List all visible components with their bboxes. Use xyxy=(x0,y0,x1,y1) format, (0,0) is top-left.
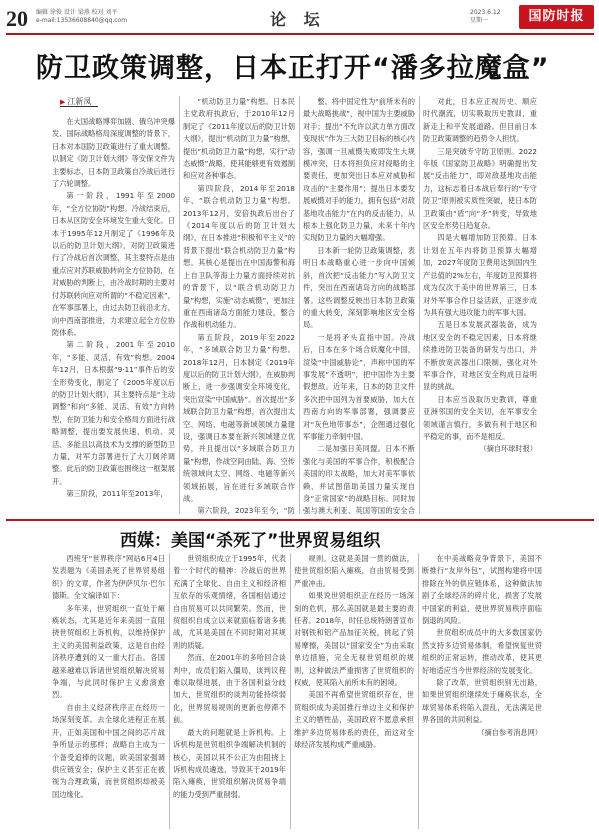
paragraph: 一是将矛头直指中国。冷战后，日本在多个场合妖魔化中国，渲染“中国威胁论”，声称中国的军事发展“不透明”，把中国作为主要假想敌。近年来，日本的防卫文件多次把中国列为首要威胁，加大在西南方向的军事部署，强调要应对“灰色地带事态”，企图通过强化军事能力牵制中国。 xyxy=(303,332,415,441)
paragraph: 除了改革，世贸组织别无出路，如果世贸组织继续处于瘫痪状态，全球贸易体系将陷入混乱，无法满足世界各国的共同利益。 xyxy=(422,678,542,725)
article1-source: （摘自环球时报） xyxy=(479,444,537,454)
article2-headline: 西媒：美国“杀死了”世界贸易组织 xyxy=(120,531,381,551)
paragraph: 第三阶段，2011年至2013年， xyxy=(66,489,168,499)
paragraph: 整。将中国定性为“前所未有的最大战略挑战”，视中国为主要威胁对手；提出“不允许以武力单方面改变现状”作为三大防卫目标的核心内容，强调一旦威慑失败即发生大规模冲突，日本将担负应对侵略的主要责任，更加突出日本应对威胁和攻击的“主要作用”；提出日本要发展威慑对手的能力，拥有包括“对敌基地攻击能力”在内的反击能力，从根本上强化防卫力量，未来十年内实现防卫力量的大幅增强。 xyxy=(303,97,415,243)
paragraph: 西班牙“世界秩序”网站6月4日发表题为《美国杀死了世界贸易组织》的文章，作者为伊萨贝尔·巴尔德斯。全文编译如下： xyxy=(52,554,165,601)
section-title: 论 坛 xyxy=(270,10,326,29)
column-divider xyxy=(299,96,300,514)
article2-column-4 xyxy=(422,553,542,831)
article2-column-2 xyxy=(173,553,286,831)
article1-column-3 xyxy=(303,96,415,516)
column-divider xyxy=(290,553,291,829)
paragraph: 世贸组织成员中的大多数国家仍然支持多边贸易体制，希望恢复世贸组织的正常运转，推动改革，使其更好地适应当今世界经济的发展变化。 xyxy=(422,628,542,675)
author-name: 江新凤 xyxy=(67,97,92,106)
article2-column-1 xyxy=(52,553,165,831)
page-number: 20 xyxy=(6,6,28,31)
article1-column-1 xyxy=(52,116,175,516)
paragraph: 第六阶段，2023年至今，“防 xyxy=(197,506,295,516)
date-line: 2023.6.12 xyxy=(470,9,501,16)
paragraph: 世贸组织成立于1995年，代表着一个时代的精神：冷战后的世界充满了全球化、自由主义和经济相互依存的乐观情绪，各国相信通过自由贸易可以共同繁荣。然而，世贸组织自成立以来就面临着诸多挑战，尤其是美国在不同时期对其规则的质疑。 xyxy=(173,554,286,650)
column-divider xyxy=(418,553,419,829)
page-header xyxy=(0,0,599,36)
editor-line: 编辑 徐俊 设计 梁燕 校对 刘平 xyxy=(36,9,118,16)
paragraph: 五是日本发展武器装备，成为地区安全的不稳定因素，日本将继续推进防卫装备的研发与出口，并不断放宽武器出口限制，强化对外军事合作，对地区安全构成日益明显的挑战。 xyxy=(423,320,537,392)
editor-info xyxy=(36,9,127,25)
article-separator xyxy=(6,519,594,521)
article1-headline: 防卫政策调整，日本正打开“潘多拉魔盒” xyxy=(36,53,550,84)
paragraph: 日本新一轮防卫政策调整，表明日本战略重心进一步向中国倾斜，首次把“反击能力”写入防卫文件，突出在西南诸岛方向的战略部署。这些调整反映出日本防卫政策的重大转变，深刻影响地区安全格局。 xyxy=(303,245,415,330)
email-line: e-mail:13536608840@qq.com xyxy=(36,17,128,24)
paragraph: 如果说世贸组织正在经历一场深刻的危机，那么美国就是最主要的责任者。2018年，时任总统特朗普宣布对钢铁和铝产品加征关税，挑起了贸易摩擦，美国以“国家安全”为由采取单边措施，完全无视世贸组织的规则，这种做法严重损害了世贸组织的权威，使其陷入前所未有的困境。 xyxy=(294,591,414,688)
weekday-line: 星期一 xyxy=(470,17,489,24)
paragraph: 三是突破专守防卫原则。2022年版《国家防卫战略》明确提出发展“反击能力”，即对敌基地攻击能力，这标志着日本战后奉行的“专守防卫”原则被实质性突破，使日本防卫政策由“盾”向“矛”转变，导致地区安全形势日趋复杂。 xyxy=(423,146,537,231)
paragraph: 在中美战略竞争背景下，美国不断推行“友岸外包”，试图构建将中国排除在外的供应链体系，这种做法加剧了全球经济的碎片化，损害了发展中国家的利益，使世界贸易秩序面临倒退的风险。 xyxy=(422,554,542,626)
paragraph: 最大的问题就是上诉机构。上诉机构是世贸组织争端解决机制的核心，美国以其不公正为由阻挠上诉机构成员遴选，导致其于2019年陷入瘫痪，世贸组织解决贸易争端的能力受到严重削弱。 xyxy=(173,727,286,799)
article2-column-3 xyxy=(294,553,414,831)
paragraph: 二是加强日美同盟。日本不断强化与美国的军事合作，积极配合美国的印太战略，加大对美军事依赖，并试图借助美国力量实现自身“正常国家”的战略目标。同时加强与澳大利亚、英国等国的安全合 xyxy=(303,444,415,516)
paragraph: 美国不再希望世贸组织存在，世贸组织成为美国推行单边主义和保护主义的牺牲品，美国政府不愿意承担维护多边贸易体系的责任，而这对全球经济发展构成严重威胁。 xyxy=(294,690,414,750)
column-divider xyxy=(169,553,170,829)
paragraph: 然而，在2001年的多哈回合谈判中，成员们陷入僵局，谈判议程难以取得进展，由于各国利益分歧加大，世贸组织的谈判功能持续弱化，世界贸易规则的更新也停滞不前。 xyxy=(173,653,286,725)
author-underline xyxy=(60,106,98,107)
column-divider xyxy=(419,96,420,514)
paragraph: 自由主义经济秩序正在经历一场深刻变革。去全球化进程正在展开，正如美国和中国之间的芯片战争所显示的那样；战略自主成为一个备受追捧的议题，欧美国家强调供应链安全；保护主义甚至正在被视为合理政策，而世贸组织却被美国边缘化。 xyxy=(52,702,165,799)
paragraph: 规则。这就是美国一贯的做法，使世贸组织陷入瘫痪，自由贸易受到严重冲击。 xyxy=(294,554,414,588)
paragraph: 日本应当汲取历史教训，尊重亚洲邻国的安全关切，在军事安全领域谨言慎行，多做有利于地区和平稳定的事，而不是相反。 xyxy=(423,394,537,441)
article1-column-4 xyxy=(423,96,537,516)
issue-date xyxy=(470,9,501,25)
paragraph: 第五阶段，2019年至2022年，“多域联合防卫力量”构想。2018年12月，日本制定《2019年度以后的防卫计划大纲》，在威胁判断上，进一步强调安全环境变化，突出宣染“中国威胁”。首次提出“多域联合防卫力量”构想，首次提出太空、网络、电磁等新域领域力量建设，强调日本要在新兴领域建立优势，并且提出以“多域联合防卫力量”构想，作战空间由陆、海、空传统领域向太空、网络、电磁等新兴领域拓展，旨在进行多域联合作战。 xyxy=(183,332,295,503)
paragraph: 四是大幅增加防卫预算。日本计划在五年内将防卫预算大幅增加，2027年度防卫费用达到国内生产总值的2%左右，年度防卫预算将成为仅次于美中的世界第三，日本对外军事合作日益活跃，正逐步成为具有强大进攻能力的军事大国。 xyxy=(423,233,537,317)
paragraph: 对此，日本应正视历史、顺应时代潮流，切实吸取历史教训，重新走上和平发展道路。但目前日本防卫政策调整的趋势令人担忧。 xyxy=(423,97,537,144)
paragraph: 多年来，世贸组织一直处于瘫痪状态，尤其是近年来美国一直阻挠世贸组织上诉机构，以维持保护主义的美国利益政策，这是自由经济秩序遭到的又一重大打击。各国越来越难以诉诸世贸组织解决贸易争端，与此同时保护主义愈演愈烈。 xyxy=(52,603,165,700)
column-divider xyxy=(179,96,180,514)
header-rule xyxy=(6,33,594,35)
article2-source: （摘自参考消息网） xyxy=(477,727,542,737)
paragraph: 第四阶段，2014年至2018年，“联合机动防卫力量”构想。2013年12月，安倍执政后出台了《2014年度以后的防卫计划大纲》，在日本推进“积极和平主义”的背景下提出“联合机动防卫力量”构想。其核心是提出在中国海警和海上自卫队等海上力量方面持续对抗的背景下，以“联合机动防卫力量”构想，实施“动态威慑”，更加注重在西南诸岛方面能力建设，整合作战和机动能力。 xyxy=(183,183,295,330)
paragraph: 第二阶段，2001年至2010年，“多能、灵活、有效”构想。2004年12月，日本根据“9·11”事件后的安全形势变化，制定了《2005年度以后的防卫计划大纲》，其主要特点是“主动调整”和向“多能、灵活、有效”方向转型，在防卫能力和安全格局方面进行战略调整，提出要发展快速、机动、灵活、多能且以高技术为支撑的新型防卫力量，对军力部署进行了大刀阔斧调整。此后的防卫政策也围绕这一框架展开。 xyxy=(52,340,175,486)
paragraph: 第一阶段，1991年至2000年，“全方位协防”构想。冷战结束后，日本从区防安全环境发生重大变化。日本于1995年12月制定了《1996年及以后的防卫计划大纲》，对防卫政策进行了冷战后首次调整，其主要特点是由重点应对苏联威胁转向全方位协防，在对威胁的判断上，由冷战时期的主要对付苏联转向应对所谓的“不稳定因素”，在军事部署上，由过去防卫前沿北方，向中西南部推进，力求建立起全方位协防体系。 xyxy=(52,191,175,337)
article1-column-2 xyxy=(183,96,295,516)
triangle-icon: ▶ xyxy=(60,98,66,106)
paragraph: 在大国战略博弈加剧、俄乌冲突爆发、国际战略格局深度调整的背景下，日本对本国防卫政策进行了重大调整。以制定《防卫计划大纲》等安保文件为主要标志，日本防卫政策自冷战后进行了六轮调整。 xyxy=(52,117,175,189)
newspaper-logo: 国防时报 xyxy=(519,5,594,29)
paragraph: “机动防卫力量”构想。日本民主党政府执政后，于2010年12月制定了《2011年度以后的防卫计划大纲》，提出“机动防卫力量”构想，提出“机动防卫力量”构想，实行“动态威慑”战略，使其能够更有效遏制和应对各种事态。 xyxy=(183,97,295,181)
